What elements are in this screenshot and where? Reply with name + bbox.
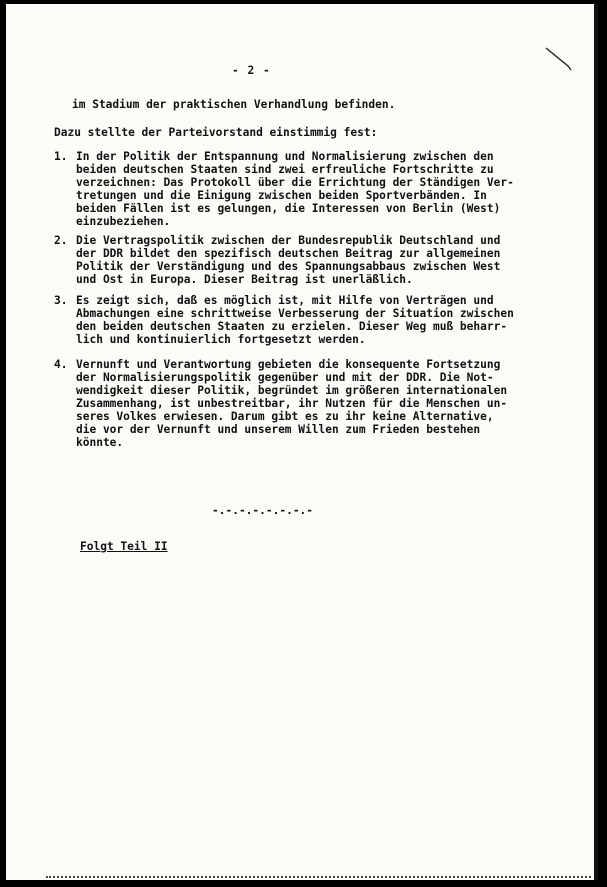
document-page [6, 4, 598, 880]
page-number: - 2 - [232, 64, 271, 77]
page-edge-shadow [594, 4, 598, 880]
corner-pen-mark [544, 46, 574, 72]
continuation-footer: Folgt Teil II [80, 540, 168, 553]
section-separator: -.-.-.-.-.-.-.- [212, 504, 314, 517]
continuation-line: im Stadium der praktischen Verhandlung befinden. [72, 98, 396, 111]
list-item-text: Die Vertragspolitik zwischen der Bundesrepublik Deutschland und der DDR bildet den spezifisch deutschen Beitrag zur allgemeinen Politik der Verständigung und des Spannungsabbaus zwischen West und Ost in Europa. Dieser Beitrag ist unerläßlich. [76, 234, 501, 286]
page-bottom-edge [46, 873, 591, 878]
list-item-number: 4. [54, 358, 68, 371]
list-item-number: 2. [54, 234, 68, 247]
list-item-number: 1. [54, 150, 68, 163]
list-item-number: 3. [54, 294, 68, 307]
list-item-text: Vernunft und Verantwortung gebieten die konsequente Fortsetzung der Normalisierungspolitik gegenüber und mit der DDR. Die Not- wendigkeit dieser Politik, begründet im größeren internationalen Zusammenhang, ist unbestreitbar, ihr Nutzen für die Menschen un- seres Volkes erwiesen. Darum gibt es zu ihr keine Alternative, die vor der Vernunft und unserem Willen zum Frieden bestehen könnte. [76, 358, 508, 449]
intro-line: Dazu stellte der Parteivorstand einstimmig fest: [54, 126, 378, 139]
list-item-text: In der Politik der Entspannung und Normalisierung zwischen den beiden deutschen Staaten sind zwei erfreuliche Fortschritte zu verzeichnen: Das Protokoll über die Errichtung der Ständigen Ver- tretungen und die Einigung zwischen beiden Sportverbänden. In beiden Fällen ist es gelungen, die Interessen von Berlin (West) einzubeziehen. [76, 150, 514, 228]
list-item-text: Es zeigt sich, daß es möglich ist, mit Hilfe von Verträgen und Abmachungen eine schrittweise Verbesserung der Situation zwischen den beiden deutschen Staaten zu erzielen. Dieser Weg muß beharr- lich und kontinuierlich fortgesetzt werden. [76, 294, 514, 346]
